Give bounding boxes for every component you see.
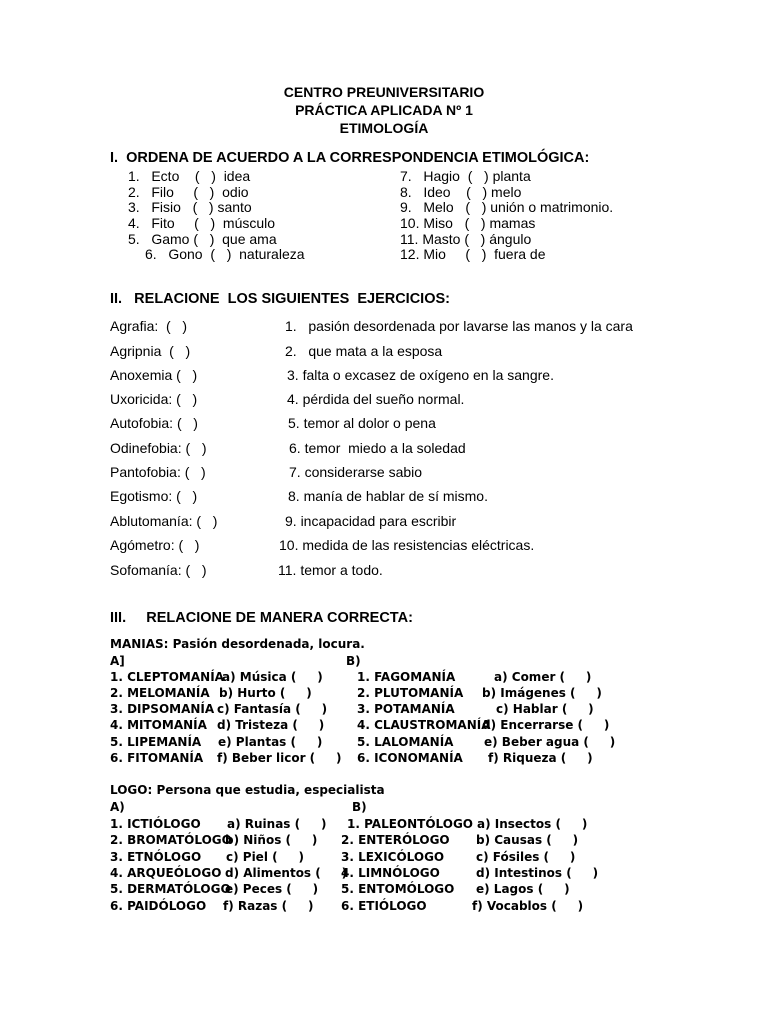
manias-term-a: 3. DIPSOMANÍA bbox=[110, 702, 215, 716]
section-2-term: Pantofobia: ( ) bbox=[110, 464, 206, 480]
section-1-item: 4. Fito ( ) músculo bbox=[128, 215, 276, 231]
logo-term-a: 6. PAIDÓLOGO bbox=[110, 899, 207, 913]
page-title-line-1: CENTRO PREUNIVERSITARIO bbox=[283, 84, 485, 100]
logo-term-a: 1. ICTIÓLOGO bbox=[110, 817, 201, 831]
logo-term-a: 5. DERMATÓLOGO bbox=[110, 882, 231, 896]
logo-meaning-a: c) Piel ( ) bbox=[226, 850, 304, 864]
section-2-term: Agómetro: ( ) bbox=[110, 537, 200, 553]
section-2-definition: 1. pasión desordenada por lavarse las manos y la cara bbox=[285, 318, 633, 334]
section-1-item: 8. Ideo ( ) melo bbox=[400, 184, 522, 200]
section-2-definition: 5. temor al dolor o pena bbox=[288, 415, 436, 431]
manias-term-a: 2. MELOMANÍA bbox=[110, 686, 210, 700]
section-1-item: 7. Hagio ( ) planta bbox=[400, 168, 531, 184]
logo-meaning-b: c) Fósiles ( ) bbox=[476, 850, 576, 864]
section-2-term: Ablutomanía: ( ) bbox=[110, 513, 218, 529]
logo-term-b: 4. LIMNÓLOGO bbox=[341, 866, 440, 880]
manias-meaning-a: a) Música ( ) bbox=[222, 670, 323, 684]
section-2-definition: 11. temor a todo. bbox=[278, 562, 383, 578]
logo-term-a: 2. BROMATÓLOGO bbox=[110, 833, 232, 847]
page-title-line-3: ETIMOLOGÍA bbox=[339, 120, 429, 136]
manias-meaning-a: f) Beber licor ( ) bbox=[217, 751, 342, 765]
manias-label-b: B) bbox=[346, 654, 361, 668]
section-2-term: Agrafia: ( ) bbox=[110, 318, 188, 334]
manias-term-b: 5. LALOMANÍA bbox=[357, 735, 454, 749]
manias-term-b: 4. CLAUSTROMANÍA bbox=[357, 718, 491, 732]
manias-meaning-a: d) Tristeza ( ) bbox=[217, 718, 325, 732]
logo-meaning-a: a) Ruinas ( ) bbox=[227, 817, 327, 831]
manias-meaning-b: b) Imágenes ( ) bbox=[482, 686, 602, 700]
section-2-definition: 8. manía de hablar de sí mismo. bbox=[288, 488, 488, 504]
section-2-term: Agripnia ( ) bbox=[110, 343, 191, 359]
logo-term-b: 6. ETIÓLOGO bbox=[341, 899, 427, 913]
manias-meaning-a: e) Plantas ( ) bbox=[218, 735, 323, 749]
logo-meaning-b: a) Insectos ( ) bbox=[477, 817, 588, 831]
section-2-term: Autofobia: ( ) bbox=[110, 415, 198, 431]
manias-term-a: 4. MITOMANÍA bbox=[110, 718, 207, 732]
logo-meaning-a: d) Alimentos ( ) bbox=[225, 866, 348, 880]
section-1-item: 3. Fisio ( ) santo bbox=[128, 199, 252, 215]
section-2-definition: 7. considerarse sabio bbox=[289, 464, 423, 480]
section-1-item: 9. Melo ( ) unión o matrimonio. bbox=[400, 199, 614, 215]
section-2-term: Sofomanía: ( ) bbox=[110, 562, 207, 578]
manias-meaning-b: a) Comer ( ) bbox=[494, 670, 592, 684]
section-2-title: II. RELACIONE LOS SIGUIENTES EJERCICIOS: bbox=[110, 291, 450, 307]
logo-label-a: A) bbox=[110, 800, 125, 814]
section-2-definition: 9. incapacidad para escribir bbox=[285, 513, 457, 529]
logo-term-b: 5. ENTOMÓLOGO bbox=[341, 882, 455, 896]
manias-term-a: 5. LIPEMANÍA bbox=[110, 735, 202, 749]
manias-meaning-a: c) Fantasía ( ) bbox=[217, 702, 328, 716]
section-1-item: 5. Gamo ( ) que ama bbox=[128, 231, 277, 247]
section-1-item: 2. Filo ( ) odio bbox=[128, 184, 249, 200]
section-2-definition: 6. temor miedo a la soledad bbox=[289, 440, 466, 456]
manias-heading: MANIAS: Pasión desordenada, locura. bbox=[110, 637, 365, 651]
manias-meaning-b: e) Beber agua ( ) bbox=[484, 735, 616, 749]
section-1-title: I. ORDENA DE ACUERDO A LA CORRESPONDENCIA ETIMOLÓGICA: bbox=[110, 150, 590, 166]
manias-term-b: 3. POTAMANÍA bbox=[357, 702, 455, 716]
section-2-term: Egotismo: ( ) bbox=[110, 488, 198, 504]
manias-term-b: 6. ICONOMANÍA bbox=[357, 751, 463, 765]
logo-term-a: 4. ARQUEÓLOGO bbox=[110, 866, 222, 880]
section-2-term: Anoxemia ( ) bbox=[110, 367, 198, 383]
manias-label-a: A] bbox=[110, 654, 125, 668]
logo-meaning-b: d) Intestinos ( ) bbox=[476, 866, 599, 880]
logo-meaning-b: e) Lagos ( ) bbox=[476, 882, 570, 896]
manias-term-b: 1. FAGOMANÍA bbox=[357, 670, 456, 684]
logo-meaning-b: f) Vocablos ( ) bbox=[472, 899, 584, 913]
manias-term-a: 6. FITOMANÍA bbox=[110, 751, 204, 765]
manias-meaning-b: c) Hablar ( ) bbox=[496, 702, 594, 716]
logo-term-b: 3. LEXICÓLOGO bbox=[341, 850, 445, 864]
section-2-term: Uxoricida: ( ) bbox=[110, 391, 198, 407]
manias-meaning-a: b) Hurto ( ) bbox=[219, 686, 312, 700]
section-2-definition: 2. que mata a la esposa bbox=[285, 343, 443, 359]
logo-term-b: 1. PALEONTÓLOGO bbox=[347, 817, 474, 831]
logo-heading: LOGO: Persona que estudia, especialista bbox=[110, 783, 385, 797]
section-1-item: 12. Mio ( ) fuera de bbox=[400, 246, 546, 262]
logo-meaning-b: b) Causas ( ) bbox=[476, 833, 579, 847]
section-2-definition: 10. medida de las resistencias eléctricas. bbox=[279, 537, 535, 553]
manias-term-b: 2. PLUTOMANÍA bbox=[357, 686, 464, 700]
section-1-item: 11. Masto ( ) ángulo bbox=[400, 231, 532, 247]
logo-term-b: 2. ENTERÓLOGO bbox=[341, 833, 450, 847]
logo-meaning-a: b) Niños ( ) bbox=[225, 833, 318, 847]
section-1-item: 6. Gono ( ) naturaleza bbox=[145, 246, 305, 262]
page-title-line-2: PRÁCTICA APLICADA Nº 1 bbox=[295, 102, 473, 118]
section-3-title: III. RELACIONE DE MANERA CORRECTA: bbox=[110, 610, 413, 626]
logo-meaning-a: e) Peces ( ) bbox=[225, 882, 319, 896]
logo-label-b: B) bbox=[352, 800, 367, 814]
section-2-definition: 4. pérdida del sueño normal. bbox=[287, 391, 465, 407]
manias-meaning-b: d) Encerrarse ( ) bbox=[482, 718, 610, 732]
section-2-term: Odinefobia: ( ) bbox=[110, 440, 207, 456]
section-1-item: 1. Ecto ( ) idea bbox=[128, 168, 251, 184]
manias-term-a: 1. CLEPTOMANÍA bbox=[110, 670, 224, 684]
logo-term-a: 3. ETNÓLOGO bbox=[110, 850, 202, 864]
section-1-item: 10. Miso ( ) mamas bbox=[400, 215, 536, 231]
logo-meaning-a: f) Razas ( ) bbox=[223, 899, 314, 913]
manias-meaning-b: f) Riqueza ( ) bbox=[488, 751, 593, 765]
section-2-definition: 3. falta o excasez de oxígeno en la sangre. bbox=[287, 367, 554, 383]
